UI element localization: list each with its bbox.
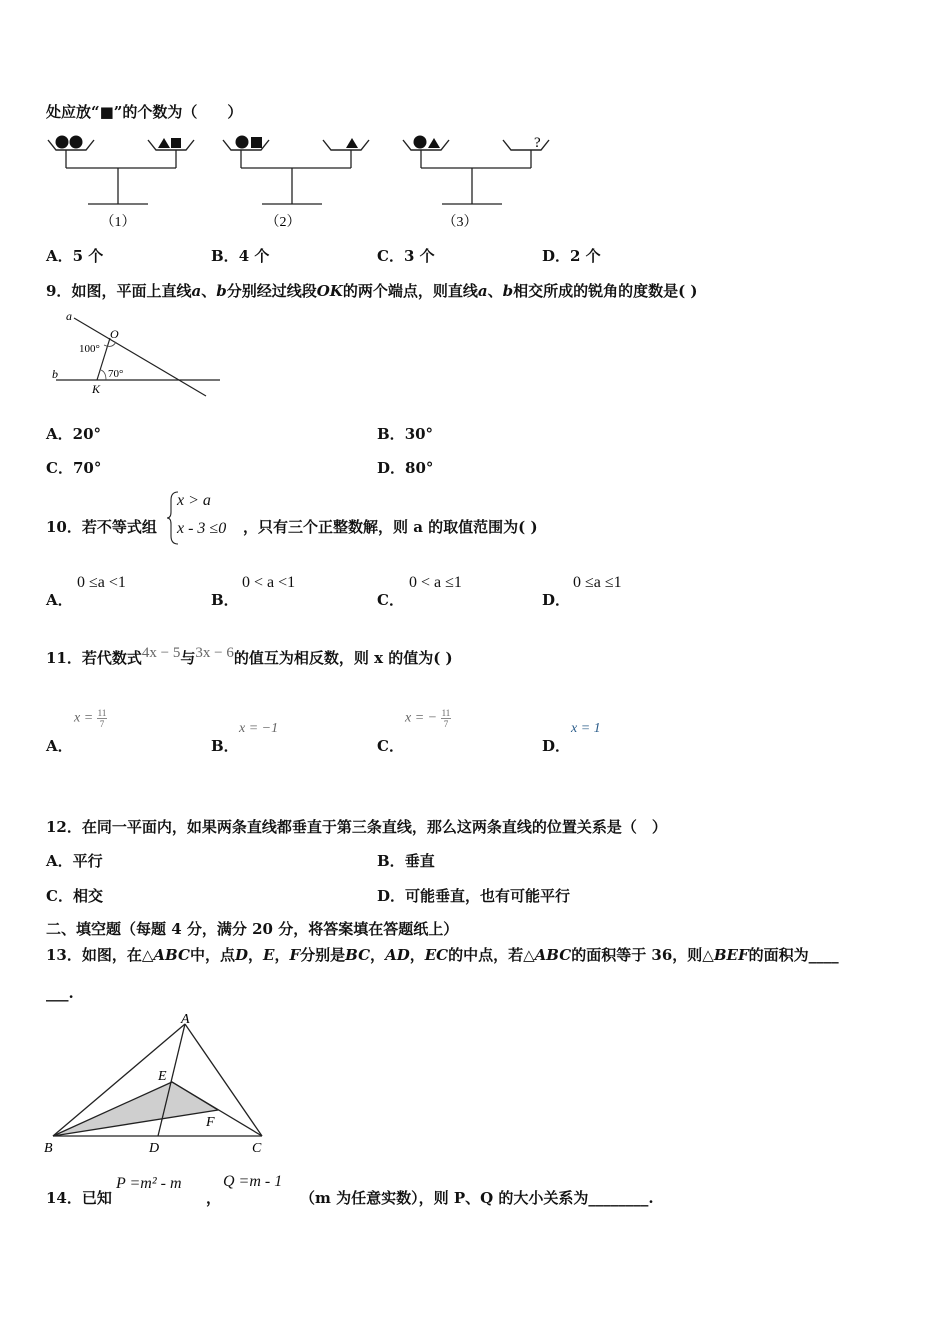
balance-label-1: （1）: [100, 215, 136, 230]
q10-option-b: 0 < a <1: [242, 574, 296, 591]
balance-label-2: （2）: [265, 215, 301, 230]
circle-icon: [70, 136, 83, 149]
angle-70: 70°: [108, 368, 124, 380]
q8-option-d: D．2 个: [542, 247, 601, 265]
q8-option-b: B．4 个: [211, 247, 270, 265]
shaded-triangle-bef: [53, 1082, 218, 1136]
q9-option-a: A．20°: [46, 425, 102, 443]
q10-option-c-letter: C．: [377, 591, 404, 609]
question-mark: ?: [534, 135, 541, 151]
q14-stem-rest: （m 为任意实数），则 P、Q 的大小关系为________.: [300, 1189, 654, 1207]
q9-stem: 9．如图，平面上直线a、b分别经过线段OK的两个端点，则直线a、b相交所成的锐角的度数是( ): [46, 282, 698, 300]
q14-q-expression: Q =m - 1: [223, 1173, 283, 1190]
q10-sys-line1: x > a: [177, 492, 211, 509]
label-o: O: [110, 327, 119, 341]
q10-option-c: 0 < a ≤1: [409, 574, 462, 591]
label-c: C: [252, 1141, 262, 1156]
label-d: D: [149, 1141, 160, 1156]
angle-100: 100°: [79, 343, 100, 355]
q12-option-c: C．相交: [46, 887, 103, 905]
q10-option-a: 0 ≤a <1: [77, 574, 126, 591]
q10-option-a-letter: A．: [46, 591, 73, 609]
q8-option-a: A．5 个: [46, 247, 104, 265]
label-e: E: [158, 1069, 167, 1084]
q12-option-b: B．垂直: [377, 852, 435, 870]
label-a: A: [181, 1012, 190, 1027]
q10-option-d-letter: D．: [542, 591, 571, 609]
q11-option-a-letter: A．: [46, 737, 73, 755]
q12-stem: 12．在同一平面内，如果两条直线都垂直于第三条直线，那么这两条直线的位置关系是（ ）: [46, 818, 667, 836]
q8-stem: 处应放“■”的个数为（ ）: [46, 103, 243, 121]
q8-option-c: C．3 个: [377, 247, 435, 265]
triangle-icon: [346, 138, 358, 148]
triangle-icon: [428, 138, 440, 148]
q8-balance-figure: [40, 128, 570, 238]
q10-option-b-letter: B．: [211, 591, 239, 609]
q11-option-a: x = $\frac{11}{7}$: [74, 708, 107, 729]
q11-stem: 11．若代数式4x − 5与3x − 6的值互为相反数，则 x 的值为( ): [46, 645, 453, 667]
q13-blank-line2: ___.: [46, 984, 74, 1002]
balance-2: [223, 136, 369, 231]
q9-option-c: C．70°: [46, 459, 102, 477]
q12-option-a: A．平行: [46, 852, 103, 870]
q10-sys-line2: x - 3 ≤0: [177, 520, 227, 537]
q11-option-b-letter: B．: [211, 737, 239, 755]
q10-num-stem: 10．若不等式组: [46, 518, 157, 536]
circle-icon: [56, 136, 69, 149]
label-k: K: [92, 382, 101, 396]
q9-figure: [46, 308, 226, 400]
balance-3: [403, 135, 549, 230]
q13-triangle-figure: [40, 1008, 280, 1158]
q12-option-d: D．可能垂直，也有可能平行: [377, 887, 571, 905]
q9-option-b: B．30°: [377, 425, 434, 443]
balance-label-3: （3）: [442, 215, 478, 230]
q11-option-c: x = − $\frac{11}{7}$: [405, 708, 451, 729]
q13-stem: 13．如图，在△ABC中，点D，E，F分别是BC，AD，EC的中点，若△ABC的面积等于 36，则△BEF的面积为____: [46, 946, 839, 964]
balance-1: [48, 136, 194, 231]
square-icon: [251, 137, 262, 148]
square-icon: [171, 138, 181, 148]
q10-option-d: 0 ≤a ≤1: [573, 574, 622, 591]
circle-icon: [414, 136, 427, 149]
q14-stem-start: 14．已知: [46, 1189, 112, 1207]
q14-p-expression: P =m² - m: [116, 1175, 182, 1192]
q11-option-c-letter: C．: [377, 737, 404, 755]
q10-stem-rest: ，只有三个正整数解，则 a 的取值范围为( ): [243, 518, 538, 536]
q11-option-d-letter: D．: [542, 737, 571, 755]
q9-option-d: D．80°: [377, 459, 434, 477]
q11-option-b: x = −1: [239, 721, 279, 736]
section-2-title: 二、填空题（每题 4 分，满分 20 分，将答案填在答题纸上）: [46, 920, 459, 938]
label-f: F: [206, 1115, 215, 1130]
q14-sep: ，: [206, 1189, 222, 1207]
triangle-icon: [158, 138, 170, 148]
circle-icon: [236, 136, 249, 149]
label-b: b: [52, 367, 58, 381]
label-a: a: [66, 309, 72, 323]
label-b: B: [44, 1141, 53, 1156]
q11-option-d: x = 1: [571, 721, 601, 736]
